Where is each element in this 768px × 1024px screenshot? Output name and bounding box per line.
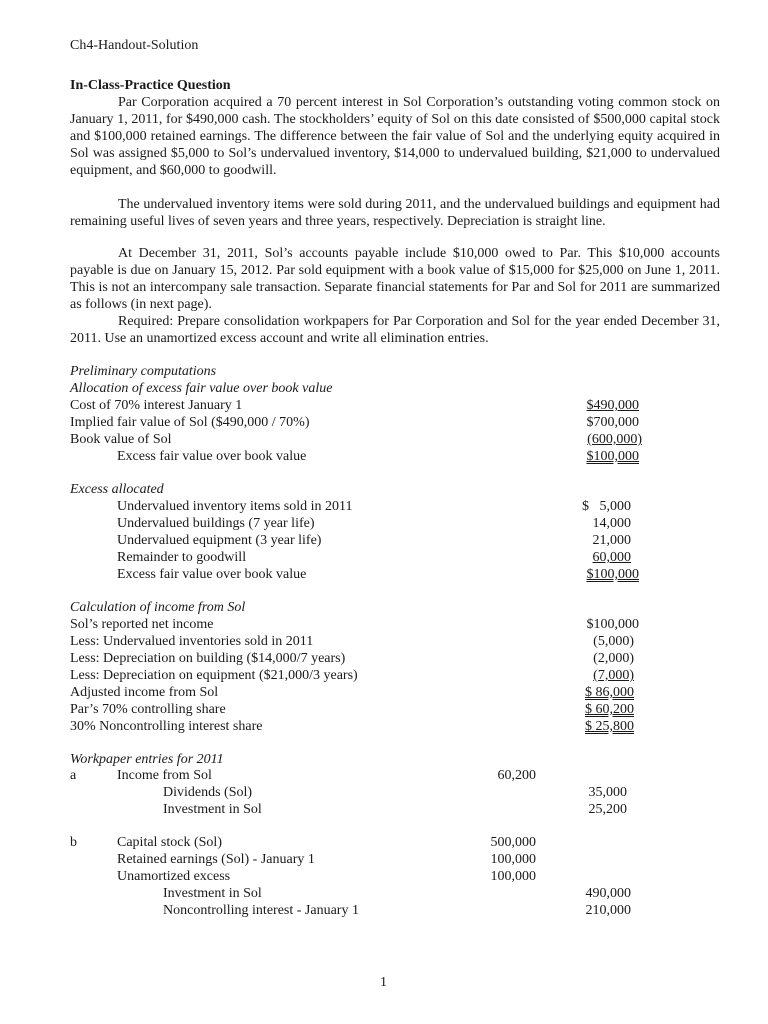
excess-amount: 60,000 — [592, 550, 631, 565]
entry-debit: 60,200 — [497, 768, 536, 783]
entry-account: Investment in Sol — [163, 802, 262, 817]
income-amount: (7,000) — [593, 668, 634, 683]
entry-letter: a — [70, 768, 77, 783]
allocation-label: Excess fair value over book value — [117, 449, 307, 464]
income-label: Less: Depreciation on building ($14,000/7 years) — [70, 651, 346, 666]
entry-account: Retained earnings (Sol) - January 1 — [117, 852, 315, 867]
allocation-amount: $490,000 — [586, 398, 639, 413]
income-amount: $ 86,000 — [585, 685, 634, 700]
excess-label: Remainder to goodwill — [117, 550, 247, 565]
excess-label: Undervalued equipment (3 year life) — [117, 533, 322, 548]
page-number: 1 — [380, 975, 387, 990]
excess-amount: $ 5,000 — [582, 499, 631, 514]
income-label: Par’s 70% controlling share — [70, 702, 226, 717]
question-paragraph-3: At December 31, 2011, Sol’s accounts payable include $10,000 owed to Par. This $10,000 accounts payable is due on January 15, 2012. Par sold equipment with a book value of $15,000 for $25,000 on June 1, 2011. This is not an intercompany sale transaction. Separate financial statements for Par and Sol for 2011 are summarized as follows (in next page). — [70, 246, 720, 312]
workpaper-heading: Workpaper entries for 2011 — [70, 752, 224, 767]
allocation-label: Implied fair value of Sol ($490,000 / 70%) — [70, 415, 310, 430]
entry-credit: 210,000 — [585, 903, 631, 918]
preliminary-heading: Preliminary computations — [70, 364, 217, 379]
allocation-label: Cost of 70% interest January 1 — [70, 398, 243, 413]
income-label: Sol’s reported net income — [70, 617, 214, 632]
question-paragraph-1: Par Corporation acquired a 70 percent interest in Sol Corporation’s outstanding voting common stock on January 1, 2011, for $490,000 cash. The stockholders’ equity of Sol on this date consisted of $500,000 capital stock and $100,000 retained earnings. The difference between the fair value of Sol and the underlying equity acquired in Sol was assigned $5,000 to Sol’s undervalued inventory, $14,000 to undervalued building, $21,000 to undervalued equipment, and $60,000 to goodwill. — [70, 95, 720, 178]
entry-credit: 25,200 — [588, 802, 627, 817]
question-heading: In-Class-Practice Question — [70, 78, 231, 93]
excess-label: Undervalued inventory items sold in 2011 — [117, 499, 353, 514]
entry-account: Dividends (Sol) — [163, 785, 253, 800]
entry-account: Income from Sol — [117, 768, 212, 783]
question-paragraph-4: Required: Prepare consolidation workpapers for Par Corporation and Sol for the year ended December 31, 2011. Use an unamortized excess account and write all elimination entries. — [70, 314, 720, 346]
income-amount: $ 60,200 — [585, 702, 634, 717]
entry-credit: 35,000 — [588, 785, 627, 800]
income-heading: Calculation of income from Sol — [70, 600, 246, 615]
income-amount: (2,000) — [593, 651, 634, 666]
entry-account: Unamortized excess — [117, 869, 231, 884]
entry-account: Investment in Sol — [163, 886, 262, 901]
excess-label: Excess fair value over book value — [117, 567, 307, 582]
income-label: Adjusted income from Sol — [70, 685, 219, 700]
document-title: Ch4-Handout-Solution — [70, 38, 199, 53]
entry-debit: 100,000 — [490, 869, 536, 884]
entry-account: Capital stock (Sol) — [117, 835, 222, 850]
allocation-amount: $100,000 — [586, 449, 639, 464]
question-paragraph-2: The undervalued inventory items were sold during 2011, and the undervalued buildings and equipment had remaining useful lives of seven years and three years, respectively. Depreciation is straight line. — [70, 197, 720, 229]
entry-debit: 500,000 — [490, 835, 536, 850]
income-label: 30% Noncontrolling interest share — [70, 719, 263, 734]
excess-label: Undervalued buildings (7 year life) — [117, 516, 315, 531]
allocation-amount: $700,000 — [586, 415, 639, 430]
excess-heading: Excess allocated — [70, 482, 164, 497]
income-amount: $ 25,800 — [585, 719, 634, 734]
allocation-amount: (600,000) — [587, 432, 642, 447]
income-amount: (5,000) — [593, 634, 634, 649]
entry-letter: b — [70, 835, 77, 850]
excess-amount: $100,000 — [586, 567, 639, 582]
entry-account: Noncontrolling interest - January 1 — [163, 903, 359, 918]
income-amount: $100,000 — [586, 617, 639, 632]
allocation-heading: Allocation of excess fair value over book value — [70, 381, 333, 396]
income-label: Less: Depreciation on equipment ($21,000/3 years) — [70, 668, 358, 683]
excess-amount: 21,000 — [592, 533, 631, 548]
allocation-label: Book value of Sol — [70, 432, 172, 447]
entry-credit: 490,000 — [585, 886, 631, 901]
excess-amount: 14,000 — [592, 516, 631, 531]
entry-debit: 100,000 — [490, 852, 536, 867]
income-label: Less: Undervalued inventories sold in 2011 — [70, 634, 314, 649]
